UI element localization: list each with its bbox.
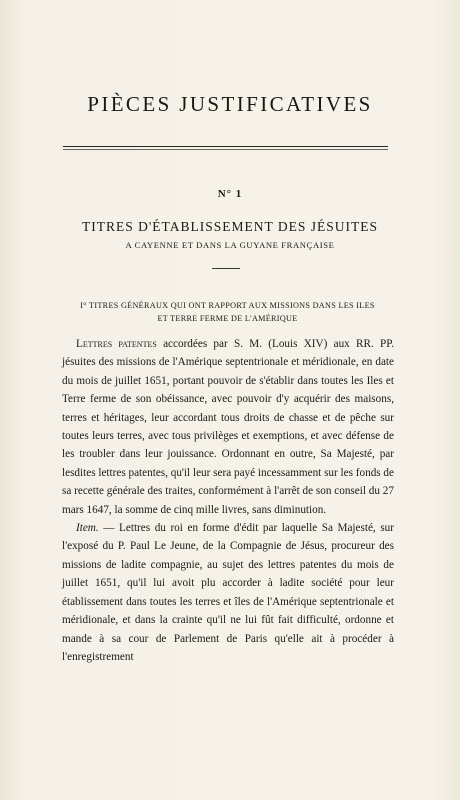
paragraph-1-text: accordées par S. M. (Louis XIV) aux RR. PP. jésuites des missions de l'Amérique septentrionale et méridionale, en date du mois de juillet 1651, portant pouvoir de s'établir dans toutes les Iles et Terre ferme de son obéissance, avec pouvoir d'y acquérir des maisons, terres et héritages, leur accordant tous droits de chasse et de pêche sur toutes leurs terres, avec tous privilèges et exemptions, et avec défense de les troubler dans leur jouissance. Ordonnant en outre, Sa Majesté, par lesdites lettres patentes, qu'il leur sera payé incessamment sur les fonds de sa recette générale des traites, conformément à l'arrêt de son conseil du 27 mars 1647, la somme de cinq mille livres, sans diminution. bbox=[62, 338, 394, 516]
document-subheading: A CAYENNE ET DANS LA GUYANE FRANÇAISE bbox=[125, 240, 335, 250]
document-number: N° 1 bbox=[217, 188, 243, 200]
section-heading bbox=[60, 299, 395, 325]
title-divider bbox=[63, 146, 388, 147]
short-divider bbox=[212, 268, 240, 269]
section-heading-line-2: ET TERRE FERME DE L'AMÉRIQUE bbox=[157, 314, 298, 323]
paragraph-1 bbox=[62, 335, 394, 519]
paragraph-1-lead: Lettres patentes bbox=[76, 338, 157, 350]
paragraph-2-text: — Lettres du roi en forme d'édit par laquelle Sa Majesté, sur l'exposé du P. Paul Le Jeune, de la Compagnie de Jésus, procureur des missions de ladite compagnie, au sujet des lettres patentes du mois de juillet 1651, qu'il lui avoit plu accorder à ladite société pour leur établissement dans toutes les terres et îles de l'Amérique septentrionale et méridionale, et dans la crainte qu'il ne lui fût fait difficulté, ordonne et mande à sa cour de Parlement de Paris qu'elle ait à procéder à l'enregistrement bbox=[62, 522, 394, 663]
document-heading: TITRES D'ÉTABLISSEMENT DES JÉSUITES bbox=[82, 219, 378, 234]
section-heading-line-1: I° TITRES GÉNÉRAUX QUI ONT RAPPORT AUX MISSIONS DANS LES ILES bbox=[80, 301, 375, 310]
paragraph-2 bbox=[62, 519, 394, 666]
page-title: PIÈCES JUSTIFICATIVES bbox=[87, 92, 373, 116]
body-text bbox=[62, 335, 394, 666]
paragraph-2-lead: Item. bbox=[76, 522, 99, 535]
